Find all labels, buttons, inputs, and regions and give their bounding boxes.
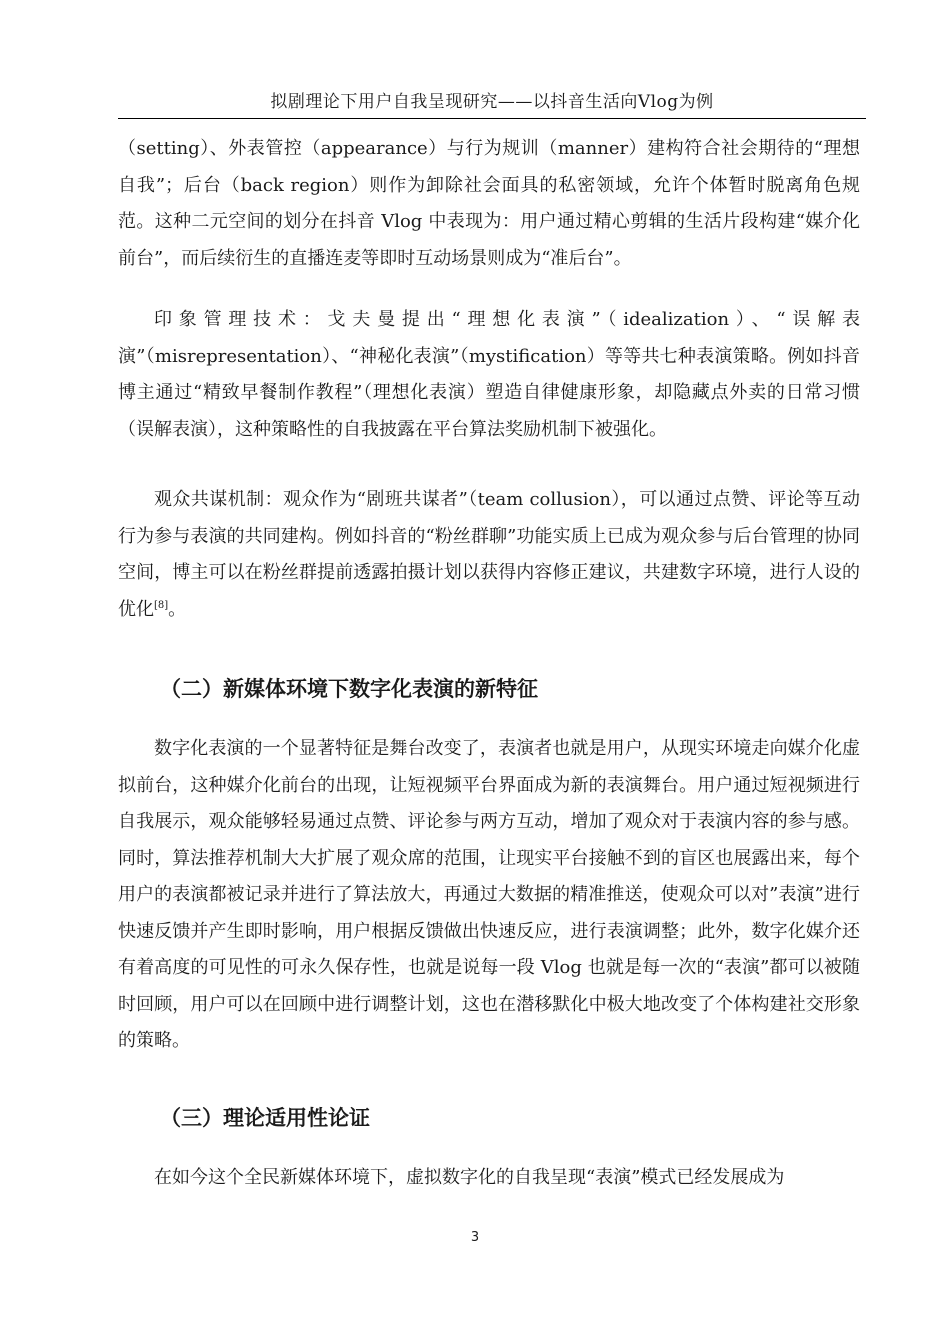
page-number: 3 <box>470 1230 480 1245</box>
section-heading-3: （三）理论适用性论证 <box>160 1106 370 1130</box>
paragraph-applicability: 在如今这个全民新媒体环境下，虚拟数字化的自我呈现“表演”模式已经发展成为 <box>154 1167 785 1188</box>
running-header: 拟剧理论下用户自我呈现研究——以抖音生活向Vlog为例 <box>270 92 714 112</box>
paragraph-audience-collusion-text: 观众共谋机制：观众作为“剧班共谋者”（team collusion），可以通过点赞、评论等互动行为参与表演的共同建构。例如抖音的“粉丝群聊”功能实质上已成为观众参与后台管理的协同空间，博主可以在粉丝群提前透露拍摄计划以获得内容修正建议，共建数字环境，进行人设的优化 <box>118 489 860 620</box>
paragraph-impression-management: 印象管理技术：戈夫曼提出“理想化表演”（idealization）、“误解表演”（misrepresentation）、“神秘化表演”（mystification）等等共七种表演策略。例如抖音博主通过“精致早餐制作教程”（理想化表演）塑造自律健康形象，却隐藏点外卖的日常习惯（误解表演），这种策略性的自我披露在平台算法奖励机制下被强化。 <box>118 309 860 440</box>
paragraph-digital-performance: 数字化表演的一个显著特征是舞台改变了，表演者也就是用户，从现实环境走向媒介化虚拟前台，这种媒介化前台的出现，让短视频平台界面成为新的表演舞台。用户通过短视频进行自我展示，观众能够轻易通过点赞、评论参与两方互动，增加了观众对于表演内容的参与感。同时，算法推荐机制大大扩展了观众席的范围，让现实平台接触不到的盲区也展露出来，每个用户的表演都被记录并进行了算法放大，再通过大数据的精准推送，使观众可以对”表演”进行快速反馈并产生即时影响，用户根据反馈做出快速反应，进行表演调整；此外，数字化媒介还有着高度的可见性的可永久保存性，也就是说每一段 Vlog 也就是每一次的“表演”都可以被随时回顾，用户可以在回顾中进行调整计划，这也在潜移默化中极大地改变了个体构建社交形象的策略。 <box>118 738 860 1051</box>
citation-tail: 。 <box>168 598 187 620</box>
section-heading-2: （二）新媒体环境下数字化表演的新特征 <box>160 677 538 701</box>
header-rule <box>118 118 866 119</box>
paragraph-audience-collusion <box>118 482 860 628</box>
paragraph-front-back-stage: （setting）、外表管控（appearance）与行为规训（manner）建构符合社会期待的“理想自我”；后台（back region）则作为卸除社会面具的私密领域，允许个体暂时脱离角色规范。这种二元空间的划分在抖音 Vlog 中表现为：用户通过精心剪辑的生活片段构建“媒介化前台”，而后续衍生的直播连麦等即时互动场景则成为“准后台”。 <box>118 138 860 269</box>
citation-marker: [8] <box>154 599 169 611</box>
